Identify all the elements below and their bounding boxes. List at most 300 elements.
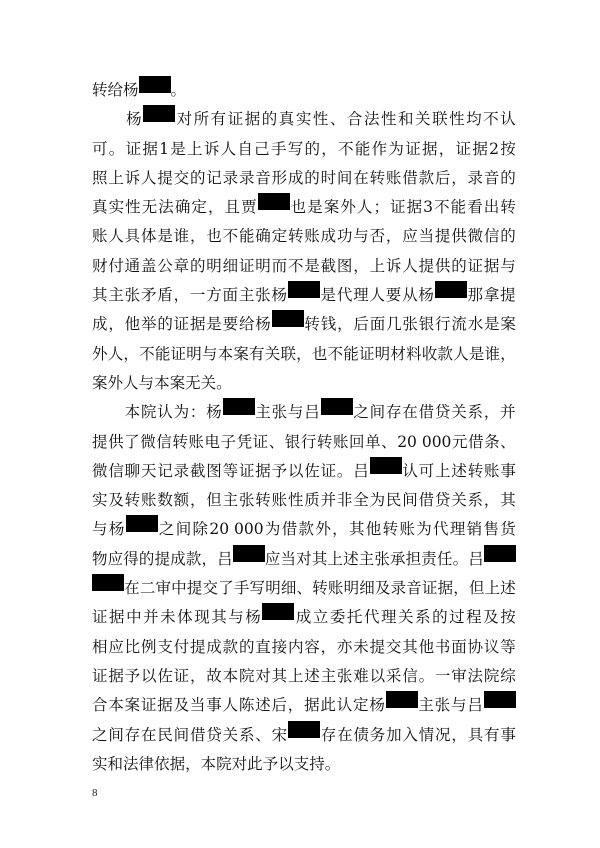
text-char: ， bbox=[451, 168, 467, 187]
text-char: 系 bbox=[415, 608, 431, 627]
text-char: 是 bbox=[206, 315, 222, 334]
text-char: 元 bbox=[451, 432, 468, 451]
text-char: ， bbox=[108, 315, 124, 334]
text-char: 吕 bbox=[353, 461, 369, 480]
text-char: 承 bbox=[390, 549, 406, 568]
text-char: 除 bbox=[192, 520, 209, 539]
text-char: 证 bbox=[320, 461, 337, 480]
text-char: 案 bbox=[124, 696, 141, 715]
text-char: 关 bbox=[222, 725, 239, 744]
text-char: 直 bbox=[255, 637, 271, 656]
text-char: 未 bbox=[353, 637, 369, 656]
text-char: 主 bbox=[222, 491, 239, 510]
text-char: 、 bbox=[329, 110, 346, 129]
text-char: 回 bbox=[349, 432, 365, 451]
text-char: 本 bbox=[124, 403, 141, 422]
text-char: 立 bbox=[312, 608, 329, 627]
text-char bbox=[92, 398, 108, 427]
text-char: ， bbox=[337, 315, 353, 334]
text-char: 债 bbox=[353, 725, 369, 744]
text-char: 代 bbox=[336, 286, 353, 305]
text-char: 而 bbox=[271, 256, 288, 275]
text-char: 存 bbox=[385, 403, 402, 422]
text-char: 信 bbox=[108, 461, 124, 480]
text-char: 述 bbox=[304, 666, 320, 685]
text-char: 有 bbox=[210, 110, 227, 129]
text-char: 理 bbox=[380, 608, 397, 627]
text-char: 性 bbox=[312, 110, 329, 129]
text-char: 为 bbox=[264, 520, 281, 539]
text-char: 的 bbox=[157, 315, 173, 334]
text-char: 等 bbox=[500, 637, 516, 656]
text-char: 诉 bbox=[203, 139, 220, 158]
text-char: 贷 bbox=[434, 491, 451, 510]
text-char: 证 bbox=[125, 139, 142, 158]
text-char: 其 bbox=[92, 286, 108, 305]
text-char: 定 bbox=[271, 227, 288, 246]
text-char: 及 bbox=[374, 579, 391, 598]
text-char: 的 bbox=[261, 110, 278, 129]
text-char: 证 bbox=[227, 110, 244, 129]
text-char: 内 bbox=[287, 637, 304, 656]
text-char: 款 bbox=[418, 168, 435, 187]
text-char: 他 bbox=[124, 315, 141, 334]
text-char: 照 bbox=[92, 168, 108, 187]
text-char: 本 bbox=[200, 754, 217, 773]
text-char: 3 bbox=[423, 198, 434, 217]
redaction-block bbox=[370, 457, 402, 474]
text-char: 外 bbox=[315, 520, 331, 539]
text-char: 外 bbox=[107, 373, 124, 392]
text-char: 不 bbox=[327, 344, 344, 363]
text-char: 托 bbox=[346, 608, 363, 627]
text-char: 联 bbox=[432, 110, 448, 129]
text-char: 付 bbox=[173, 637, 190, 656]
text-char: 认 bbox=[157, 403, 173, 422]
text-char: 及 bbox=[108, 491, 124, 510]
text-char: 面 bbox=[222, 286, 239, 305]
text-char: 据 bbox=[109, 608, 125, 627]
text-char: 院 bbox=[140, 403, 157, 422]
text-char: 有 bbox=[249, 344, 265, 363]
text-char: 也 bbox=[311, 344, 328, 363]
text-char: 在 bbox=[353, 168, 369, 187]
text-char: 录 bbox=[173, 461, 190, 480]
text-char: 陈 bbox=[238, 696, 255, 715]
text-char: ， bbox=[451, 725, 467, 744]
redaction-block bbox=[484, 691, 516, 708]
text-char: 出 bbox=[483, 198, 500, 217]
text-char: 真 bbox=[92, 198, 108, 217]
redaction-block bbox=[233, 545, 265, 562]
text-char: 也 bbox=[290, 198, 307, 217]
text-char: 作 bbox=[371, 139, 388, 158]
text-char: 明 bbox=[265, 579, 281, 598]
text-char: 细 bbox=[222, 256, 239, 275]
text-char: 相 bbox=[92, 637, 108, 656]
text-char: 账 bbox=[304, 227, 320, 246]
text-char: 账 bbox=[188, 432, 204, 451]
text-char: 证 bbox=[358, 344, 375, 363]
text-char: 盖 bbox=[140, 256, 157, 275]
text-char: 审 bbox=[451, 666, 467, 685]
text-char: 张 bbox=[271, 403, 288, 422]
text-char: 证 bbox=[238, 256, 255, 275]
text-char: 数 bbox=[157, 491, 173, 510]
text-char: 转 bbox=[316, 432, 333, 451]
text-char: 成 bbox=[295, 608, 312, 627]
text-char: 以 bbox=[278, 754, 294, 773]
text-char: 不 bbox=[287, 256, 304, 275]
text-char: 面 bbox=[451, 637, 467, 656]
text-char: 货 bbox=[500, 520, 516, 539]
text-char: 提 bbox=[154, 549, 171, 568]
text-char: 民 bbox=[157, 725, 173, 744]
text-char: 明 bbox=[374, 344, 391, 363]
text-line bbox=[92, 105, 516, 134]
text-char: 举 bbox=[140, 315, 157, 334]
text-char: 实 bbox=[92, 754, 108, 773]
text-char: 为 bbox=[369, 491, 386, 510]
text-char: 理 bbox=[353, 286, 369, 305]
text-char: 成 bbox=[206, 637, 222, 656]
text-char: 明 bbox=[255, 256, 271, 275]
text-line bbox=[92, 457, 516, 486]
text-char: 转 bbox=[172, 432, 188, 451]
text-line bbox=[92, 428, 516, 457]
text-char: 章 bbox=[173, 256, 190, 275]
text-char: 20 000 bbox=[209, 520, 264, 539]
text-char: 在 bbox=[337, 725, 353, 744]
text-line bbox=[92, 515, 516, 544]
text-char: 否 bbox=[369, 227, 386, 246]
text-char: 据 bbox=[255, 461, 271, 480]
text-char: 张 bbox=[434, 696, 451, 715]
text-char: 证 bbox=[467, 256, 484, 275]
text-char: ， bbox=[287, 696, 304, 715]
text-char: 全 bbox=[353, 491, 369, 510]
text-char: 也 bbox=[206, 227, 222, 246]
text-char: 写 bbox=[287, 139, 304, 158]
text-char: 宋 bbox=[271, 725, 288, 744]
text-char: 账 bbox=[484, 461, 500, 480]
text-char: 账 bbox=[271, 491, 288, 510]
page-number: 8 bbox=[92, 787, 98, 799]
text-char: 证 bbox=[390, 198, 406, 217]
text-char: 以 bbox=[287, 461, 304, 480]
text-char: 能 bbox=[238, 227, 255, 246]
text-char bbox=[92, 105, 108, 134]
text-char: 吕 bbox=[468, 549, 484, 568]
text-char: 据 bbox=[157, 696, 173, 715]
text-char: 款 bbox=[222, 637, 239, 656]
text-char: 转 bbox=[500, 198, 516, 217]
text-char: 但 bbox=[206, 491, 222, 510]
redaction-block bbox=[258, 193, 290, 210]
text-char: 主 bbox=[418, 696, 434, 715]
text-char: 对 bbox=[296, 549, 312, 568]
text-char: 述 bbox=[500, 579, 516, 598]
text-char: 单 bbox=[365, 432, 381, 451]
text-char: 主 bbox=[238, 286, 255, 305]
text-char: 按 bbox=[500, 608, 516, 627]
text-char: 况 bbox=[435, 725, 451, 744]
text-char: 在 bbox=[124, 579, 140, 598]
redaction-block bbox=[139, 76, 171, 93]
text-char: 间 bbox=[173, 725, 190, 744]
text-char: 能 bbox=[354, 139, 371, 158]
text-char: 认 bbox=[500, 110, 516, 129]
text-char: 交 bbox=[385, 637, 402, 656]
text-char: 均 bbox=[466, 110, 482, 129]
text-char: 例 bbox=[140, 637, 157, 656]
text-char: 人 bbox=[107, 344, 124, 363]
text-char: 。 bbox=[452, 549, 469, 568]
text-char: 对 bbox=[255, 666, 271, 685]
text-char: 成 bbox=[287, 168, 304, 187]
text-char: 微 bbox=[467, 227, 484, 246]
text-char: 可 bbox=[418, 461, 435, 480]
text-char: 账 bbox=[385, 168, 402, 187]
text-char: 上 bbox=[287, 666, 304, 685]
text-char: 在 bbox=[140, 725, 157, 744]
text-char: 诉 bbox=[385, 256, 402, 275]
text-char: 联 bbox=[280, 344, 296, 363]
text-char: 要 bbox=[385, 286, 402, 305]
text-char: 院 bbox=[238, 666, 255, 685]
text-char: 提 bbox=[157, 168, 173, 187]
text-char: 外 bbox=[340, 198, 356, 217]
text-char: 本 bbox=[108, 696, 124, 715]
text-char: 人 bbox=[453, 344, 469, 363]
text-char: 法 bbox=[363, 110, 380, 129]
text-char: 功 bbox=[336, 227, 353, 246]
text-char: 成 bbox=[320, 227, 337, 246]
text-char: 情 bbox=[418, 725, 435, 744]
text-char: 账 bbox=[332, 432, 349, 451]
text-char: 系 bbox=[467, 491, 484, 510]
text-char: 的 bbox=[189, 168, 206, 187]
text-char: 账 bbox=[92, 227, 108, 246]
text-char: 他 bbox=[418, 637, 435, 656]
text-char: 之 bbox=[353, 403, 369, 422]
text-char: ， bbox=[123, 344, 139, 363]
text-char: 程 bbox=[466, 608, 482, 627]
text-char: 的 bbox=[304, 168, 320, 187]
text-line bbox=[92, 76, 516, 105]
text-char: 售 bbox=[483, 520, 499, 539]
text-char: ， bbox=[173, 286, 190, 305]
text-char: 张 bbox=[124, 286, 141, 305]
text-char: 院 bbox=[483, 666, 500, 685]
text-char: 自 bbox=[237, 139, 253, 158]
text-char: 主 bbox=[255, 403, 271, 422]
text-char: 款 bbox=[185, 549, 202, 568]
text-char: 认 bbox=[402, 461, 418, 480]
text-char: 借 bbox=[189, 725, 206, 744]
text-char: 有 bbox=[484, 725, 500, 744]
text-char: 体 bbox=[140, 227, 157, 246]
text-char: 杨 bbox=[369, 696, 385, 715]
text-char: 手 bbox=[270, 139, 287, 158]
text-char: 任 bbox=[436, 549, 453, 568]
text-char bbox=[108, 398, 124, 427]
text-char: 张 bbox=[255, 286, 271, 305]
text-char: 具 bbox=[467, 725, 484, 744]
text-char: 谁 bbox=[173, 227, 190, 246]
text-char: 并 bbox=[500, 403, 516, 422]
text-char: 代 bbox=[433, 520, 449, 539]
text-char: 杨 bbox=[245, 608, 261, 627]
text-char: 证 bbox=[405, 139, 421, 158]
text-char: 真 bbox=[278, 110, 295, 129]
text-char: 后 bbox=[271, 696, 287, 715]
text-char: 等 bbox=[222, 461, 239, 480]
text-char: 据 bbox=[108, 666, 124, 685]
text-char: 予 bbox=[124, 666, 141, 685]
text-char: 材 bbox=[390, 344, 406, 363]
text-char: 提 bbox=[186, 579, 203, 598]
text-char: 贷 bbox=[206, 725, 222, 744]
text-char: 应 bbox=[402, 227, 418, 246]
text-char: 亦 bbox=[336, 637, 353, 656]
text-char: 案 bbox=[323, 198, 340, 217]
text-char: 录 bbox=[390, 579, 407, 598]
text-char: 且 bbox=[224, 198, 241, 217]
text-char: 证 bbox=[238, 461, 255, 480]
text-char: 杨 bbox=[255, 315, 271, 334]
text-char: 系 bbox=[238, 725, 255, 744]
text-char: 明 bbox=[206, 256, 222, 275]
text-char: 是 bbox=[157, 227, 173, 246]
text-char: 是 bbox=[170, 139, 186, 158]
text-char: 与 bbox=[353, 227, 369, 246]
text-char: 证 bbox=[173, 666, 190, 685]
text-char: 细 bbox=[280, 579, 297, 598]
text-char: 不 bbox=[483, 110, 499, 129]
text-char: 交 bbox=[202, 579, 219, 598]
text-char: 证 bbox=[92, 666, 108, 685]
text-char: 微 bbox=[140, 432, 156, 451]
text-char: 。 bbox=[108, 139, 125, 158]
text-char: 与 bbox=[228, 608, 244, 627]
text-char: 认 bbox=[336, 696, 353, 715]
text-char: 料 bbox=[406, 344, 422, 363]
text-char: 那 bbox=[467, 286, 484, 305]
text-char: 以 bbox=[140, 666, 157, 685]
text-char: ， bbox=[296, 344, 312, 363]
text-char: 据 bbox=[142, 139, 158, 158]
text-char: 当 bbox=[189, 696, 206, 715]
text-char: 账 bbox=[327, 579, 344, 598]
text-line bbox=[92, 135, 516, 164]
text-line bbox=[92, 310, 516, 339]
text-char: 实 bbox=[295, 110, 312, 129]
text-char: 吕 bbox=[304, 403, 320, 422]
text-char: 条 bbox=[484, 432, 500, 451]
text-char: 是 bbox=[484, 315, 500, 334]
text-char: 盾 bbox=[157, 286, 173, 305]
text-char: 述 bbox=[255, 696, 271, 715]
text-char: 借 bbox=[418, 491, 435, 510]
text-char: 的 bbox=[500, 168, 516, 187]
text-char: 张 bbox=[402, 315, 418, 334]
text-char: 不 bbox=[434, 198, 450, 217]
text-char: 实 bbox=[92, 491, 108, 510]
text-char: ： bbox=[189, 403, 206, 422]
text-char: 聊 bbox=[124, 461, 141, 480]
text-char: 综 bbox=[500, 666, 516, 685]
text-char: 之 bbox=[158, 520, 175, 539]
text-char: 审 bbox=[155, 579, 172, 598]
text-char: 。 bbox=[336, 461, 353, 480]
text-char: 上 bbox=[435, 461, 451, 480]
text-char: 了 bbox=[124, 432, 140, 451]
text-char: 人 bbox=[222, 696, 239, 715]
text-char: 书 bbox=[434, 637, 451, 656]
text-char: ， bbox=[185, 754, 201, 773]
text-char: ， bbox=[483, 491, 500, 510]
text-char: 予 bbox=[271, 461, 288, 480]
text-char: 财 bbox=[92, 256, 108, 275]
text-char: 所 bbox=[193, 110, 210, 129]
text-char: 的 bbox=[432, 608, 448, 627]
text-char: 是 bbox=[304, 256, 320, 275]
text-line bbox=[92, 750, 516, 779]
text-char: 、 bbox=[268, 432, 285, 451]
document-body bbox=[92, 76, 516, 779]
text-char: 2 bbox=[489, 139, 499, 158]
text-char: 。 bbox=[170, 81, 187, 99]
text-char: 此 bbox=[320, 696, 336, 715]
text-char: 证 bbox=[173, 315, 190, 334]
text-char: 上 bbox=[108, 168, 124, 187]
text-char: 公 bbox=[157, 256, 173, 275]
text-char: 与 bbox=[451, 696, 467, 715]
text-char: 子 bbox=[220, 432, 237, 451]
text-char: 其 bbox=[348, 520, 365, 539]
text-char: 应 bbox=[107, 549, 124, 568]
text-char: 账 bbox=[140, 491, 157, 510]
text-char: 截 bbox=[320, 256, 337, 275]
text-char: 为 bbox=[173, 403, 190, 422]
text-char: 提 bbox=[500, 286, 516, 305]
text-char: 务 bbox=[369, 725, 386, 744]
text-char: 在 bbox=[402, 403, 418, 422]
text-char: 性 bbox=[449, 110, 465, 129]
text-char: 借 bbox=[281, 520, 298, 539]
text-char: 截 bbox=[189, 461, 206, 480]
text-char: 。 bbox=[216, 373, 232, 392]
text-char: 记 bbox=[206, 168, 222, 187]
text-char: 转 bbox=[312, 579, 328, 598]
text-char: ， bbox=[500, 344, 516, 363]
text-char: 间 bbox=[108, 725, 124, 744]
text-char: 加 bbox=[386, 725, 402, 744]
text-char: 、 bbox=[381, 432, 397, 451]
text-char: 议 bbox=[483, 637, 500, 656]
text-char: 证 bbox=[140, 696, 157, 715]
text-char: 过 bbox=[449, 608, 465, 627]
text-char: 转 bbox=[287, 227, 304, 246]
text-char: 供 bbox=[434, 256, 451, 275]
text-char: ， bbox=[207, 198, 224, 217]
text-char: ； bbox=[373, 198, 389, 217]
text-char: 己 bbox=[254, 139, 270, 158]
text-char: 与 bbox=[287, 403, 304, 422]
text-char: 中 bbox=[171, 579, 187, 598]
text-char: 关 bbox=[264, 344, 281, 363]
